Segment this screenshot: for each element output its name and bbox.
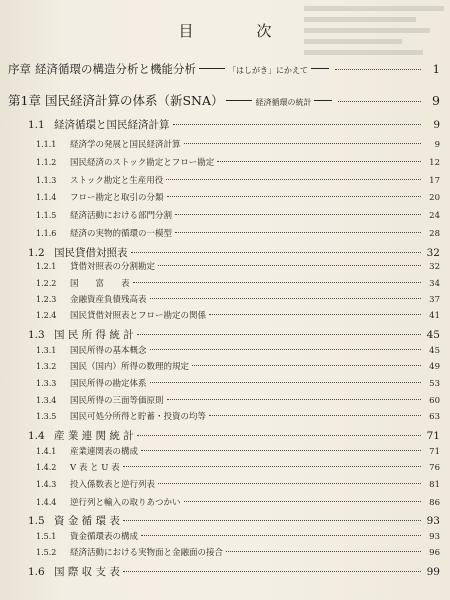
toc-entry-number: 1.5.2: [36, 548, 57, 557]
toc-entry-title: 産業連関表の構成: [70, 447, 139, 457]
toc-entry-sub: [36, 445, 440, 457]
toc-entry-title: 経済活動における実物面と金融面の接合: [70, 548, 224, 558]
page-title: 目 次: [178, 22, 296, 40]
toc-entry-number: 1.4.1: [36, 447, 57, 456]
leader-dots: [184, 500, 421, 502]
leader-dots: [217, 160, 421, 162]
leader-dots: [209, 414, 421, 416]
toc-entry-title: 産 業 連 関 統 計: [54, 430, 134, 442]
toc-entry-page: 24: [429, 211, 440, 221]
leader-dots: [226, 550, 421, 552]
leader-dots: [209, 313, 421, 315]
toc-entry-number: 1.2.3: [36, 295, 57, 304]
toc-entry-number: 序章: [8, 62, 31, 76]
toc-entry-number: 1.5.1: [36, 532, 57, 541]
toc-entry-page: 32: [426, 247, 440, 259]
toc-entry-title: 国民経済計算の体系（新SNA）: [44, 93, 224, 108]
leader-dots: [150, 297, 421, 299]
leader-dots: [123, 519, 421, 521]
toc-entry-sub: [36, 377, 440, 389]
toc-entry-number: 1.5: [28, 515, 45, 527]
toc-entry-title: 経済循環と国民経済計算: [54, 119, 170, 131]
toc-entry-number: 1.2.1: [36, 262, 57, 271]
toc-entry-sec: [28, 245, 440, 260]
toc-entry-sec: [28, 564, 440, 579]
leader-dots: [150, 381, 421, 383]
toc-entry-number: 1.3.5: [36, 412, 57, 421]
leader-dots: [137, 434, 421, 436]
toc-entry-number: 1.1.1: [36, 140, 57, 149]
toc-entry-page: 76: [429, 463, 440, 473]
toc-entry-number: 1.2.4: [36, 311, 57, 320]
toc-entry-sub: [36, 410, 440, 422]
toc-entry-title: 経済活動における部門分割: [70, 211, 173, 221]
toc-entry-number: 1.3.2: [36, 362, 57, 371]
leader-dots: [173, 123, 422, 125]
toc-entry-sub: [36, 360, 440, 372]
leader-dots: [141, 534, 421, 536]
toc-entry-page: 37: [429, 295, 440, 305]
toc-entry-sub: [36, 309, 440, 321]
leader-dots: [123, 465, 421, 467]
toc-entry-title: フロー勘定と取引の分類: [70, 193, 164, 203]
toc-entry-page: 41: [429, 311, 440, 321]
toc-entry-title: 資 金 循 環 表: [54, 515, 120, 527]
toc-entry-page: 49: [429, 362, 440, 372]
toc-entry-page: 12: [429, 158, 440, 168]
toc-entry-chap: [8, 91, 440, 109]
toc-entry-sub: [36, 191, 440, 203]
toc-entry-title: 国民所得の基本概念: [70, 346, 147, 356]
toc-entry-number: 1.1: [28, 119, 45, 131]
toc-entry-page: 9: [434, 140, 440, 150]
toc-entry-sub: [36, 138, 440, 150]
toc-entry-title: 国民（国内）所得の数理的規定: [70, 362, 190, 372]
toc-entry-sec: [28, 428, 440, 443]
leader-dots: [335, 68, 421, 70]
toc-entry-page: 60: [429, 396, 440, 406]
leader-dots: [175, 231, 421, 233]
toc-entry-page: 32: [429, 262, 440, 272]
toc-entry-title: 資金循環表の構成: [70, 532, 139, 542]
toc-entry-number: 1.4.4: [36, 498, 57, 507]
toc-entry-sub: [36, 478, 440, 490]
toc-entry-page: 71: [426, 430, 440, 442]
toc-entry-page: 63: [429, 412, 440, 422]
toc-entry-title: 国 富 表: [70, 279, 130, 289]
toc-entry-sub: [36, 209, 440, 221]
toc-entry-title: 貸借対照表の分割勘定: [70, 262, 156, 272]
toc-entry-page: 99: [426, 566, 440, 578]
toc-entry-title: 経済の実物的循環の一模型: [70, 229, 173, 239]
toc-entry-page: 1: [432, 62, 440, 76]
leader-dots: [175, 213, 421, 215]
leader-dots: [158, 482, 421, 484]
toc-entry-title: 国 際 収 支 表: [54, 566, 120, 578]
leader-dots: [158, 264, 421, 266]
toc-entry-sub: [36, 394, 440, 406]
toc-entry-sub: [36, 174, 440, 186]
em-dash: [199, 67, 225, 69]
toc-entry-subtitle: 「はしがき」にかえて: [228, 66, 308, 75]
toc-entry-title: ストック勘定と生産用役: [70, 176, 164, 186]
toc-entry-number: 1.3.1: [36, 346, 57, 355]
toc-entry-sub: [36, 293, 440, 305]
toc-entry-number: 1.1.3: [36, 176, 57, 185]
leader-dots: [338, 100, 421, 102]
toc-entry-title: 国 民 所 得 統 計: [54, 329, 134, 341]
toc-entry-title: 国民経済のストック勘定とフロー勘定: [70, 158, 215, 168]
toc-entry-number: 1.1.4: [36, 193, 57, 202]
toc-entry-sec: [28, 513, 440, 528]
toc-entry-title: 経済学の発展と国民経済計算: [70, 140, 181, 150]
toc-entry-number: 1.3: [28, 329, 45, 341]
leader-dots: [166, 178, 421, 180]
leader-dots: [150, 348, 421, 350]
toc-entry-title: 逆行列と輸入の取りあつかい: [70, 498, 181, 508]
leader-dots: [184, 142, 421, 144]
toc-entry-sec: [28, 327, 440, 342]
toc-entry-number: 1.1.5: [36, 211, 57, 220]
toc-entry-sub: [36, 260, 440, 272]
toc-entry-number: 第1章: [8, 93, 41, 108]
toc-entry-page: 81: [429, 480, 440, 490]
toc-entry-number: 1.6: [28, 566, 45, 578]
toc-entry-page: 45: [426, 329, 440, 341]
toc-entry-sec: [28, 117, 440, 132]
toc-entry-sub: [36, 227, 440, 239]
toc-entry-page: 17: [429, 176, 440, 186]
toc-entry-page: 53: [429, 379, 440, 389]
toc-entry-page: 34: [429, 279, 440, 289]
toc-entry-title: V 表 と U 表: [70, 463, 120, 473]
toc-entry-number: 1.1.2: [36, 158, 57, 167]
toc-entry-page: 20: [429, 193, 440, 203]
leader-dots: [123, 570, 421, 572]
toc-entry-title: 国民所得の三面等価原則: [70, 396, 164, 406]
leader-dots: [167, 195, 421, 197]
leader-dots: [131, 251, 422, 253]
toc-entry-page: 71: [429, 447, 440, 457]
toc-entry-page: 9: [433, 119, 440, 131]
em-dash: [311, 67, 329, 69]
toc-entry-title: 国民貸借対照表: [54, 247, 128, 259]
toc-entry-sub: [36, 277, 440, 289]
toc-entry-page: 86: [429, 498, 440, 508]
leader-dots: [141, 449, 421, 451]
leader-dots: [137, 333, 421, 335]
toc-entry-preface: [8, 61, 440, 77]
toc-entry-number: 1.2: [28, 247, 45, 259]
toc-entry-number: 1.3.3: [36, 379, 57, 388]
toc-entry-page: 93: [426, 515, 440, 527]
em-dash: [314, 99, 332, 101]
toc-entry-sub: [36, 530, 440, 542]
leader-dots: [167, 398, 421, 400]
leader-dots: [192, 364, 421, 366]
toc-entry-page: 28: [429, 229, 440, 239]
toc-entry-title: 投入係数表と逆行列表: [70, 480, 156, 490]
toc-entry-number: 1.2.2: [36, 279, 57, 288]
toc-entry-number: 1.3.4: [36, 396, 57, 405]
leader-dots: [133, 281, 421, 283]
toc-entry-title: 国民所得の勘定体系: [70, 379, 147, 389]
toc-entry-sub: [36, 156, 440, 168]
toc-entry-page: 45: [429, 346, 440, 356]
toc-entry-title: 国民可処分所得と貯蓄・投資の均等: [70, 412, 207, 422]
toc-entry-sub: [36, 496, 440, 508]
toc-entry-sub: [36, 546, 440, 558]
toc-entry-number: 1.4.3: [36, 480, 57, 489]
toc-entry-title: 金融資産負債残高表: [70, 295, 147, 305]
em-dash: [226, 99, 252, 101]
toc-entry-title: 国民貸借対照表とフロー勘定の関係: [70, 311, 207, 321]
toc-entry-number: 1.1.6: [36, 229, 57, 238]
toc-entry-number: 1.4: [28, 430, 45, 442]
toc-entry-number: 1.4.2: [36, 463, 57, 472]
toc-entry-page: 96: [429, 548, 440, 558]
toc-entry-page: 9: [432, 93, 440, 108]
toc-entry-page: 93: [429, 532, 440, 542]
toc-entry-sub: [36, 461, 440, 473]
toc-entry-title: 経済循環の構造分析と機能分析: [35, 62, 196, 76]
toc-entry-subtitle: 経済循環の統計: [255, 98, 312, 107]
toc-entry-sub: [36, 344, 440, 356]
